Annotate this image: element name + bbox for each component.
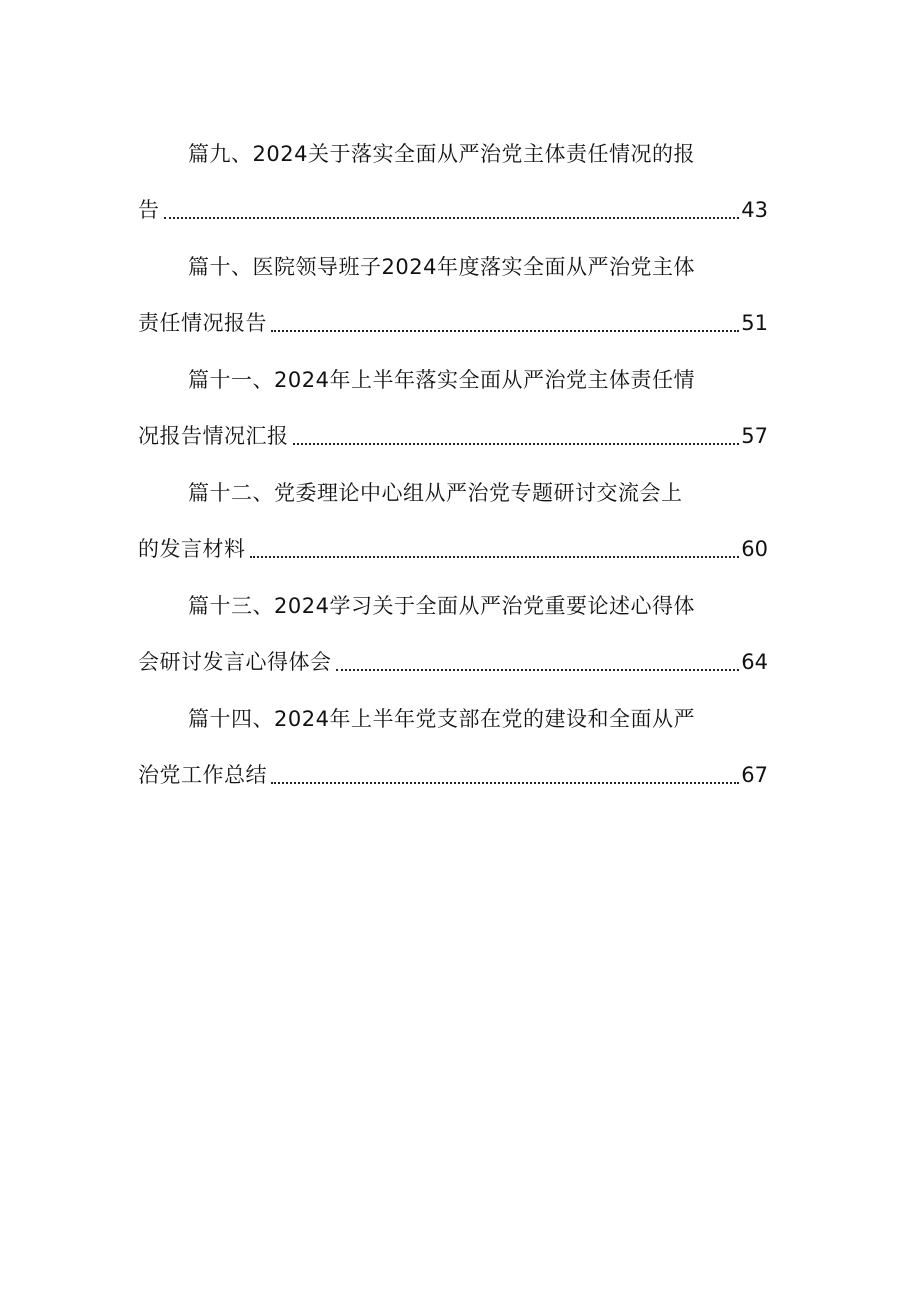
page-number: 51 [741, 311, 768, 335]
toc-entry-title: 篇十、医院领导班子2024年度落实全面从严治党主体 [188, 255, 695, 279]
toc-entry-title-continuation: 况报告情况汇报 [138, 424, 289, 448]
toc-entry-continuation-row [138, 755, 768, 795]
toc-entry-title-continuation: 会研讨发言心得体会 [138, 650, 332, 674]
page-number: 64 [741, 650, 768, 674]
dot-leader [271, 330, 739, 332]
page-number: 43 [741, 198, 768, 222]
toc-entry-continuation-row [138, 303, 768, 343]
dot-leader [164, 217, 740, 219]
dot-leader [336, 669, 740, 671]
dot-leader [293, 443, 740, 445]
toc-entry-title-continuation: 的发言材料 [138, 537, 246, 561]
dot-leader [250, 556, 740, 558]
toc-entry-title-continuation: 告 [138, 198, 160, 222]
dot-leader [271, 782, 739, 784]
toc-entry-title: 篇十三、2024学习关于全面从严治党重要论述心得体 [188, 594, 695, 618]
toc-entry-title: 篇九、2024关于落实全面从严治党主体责任情况的报 [188, 142, 695, 166]
page-number: 60 [741, 537, 768, 561]
page-number: 57 [741, 424, 768, 448]
toc-entry-title: 篇十一、2024年上半年落实全面从严治党主体责任情 [188, 368, 695, 392]
toc-entry-continuation-row [138, 642, 768, 682]
toc-entry-title: 篇十二、党委理论中心组从严治党专题研讨交流会上 [188, 481, 683, 505]
toc-entry-title-continuation: 治党工作总结 [138, 763, 267, 787]
toc-entry-continuation-row [138, 190, 768, 230]
toc-entry-title: 篇十四、2024年上半年党支部在党的建设和全面从严 [188, 707, 695, 731]
toc-entry-title-continuation: 责任情况报告 [138, 311, 267, 335]
toc-entry-continuation-row [138, 529, 768, 569]
page-number: 67 [741, 763, 768, 787]
toc-entry-continuation-row [138, 416, 768, 456]
